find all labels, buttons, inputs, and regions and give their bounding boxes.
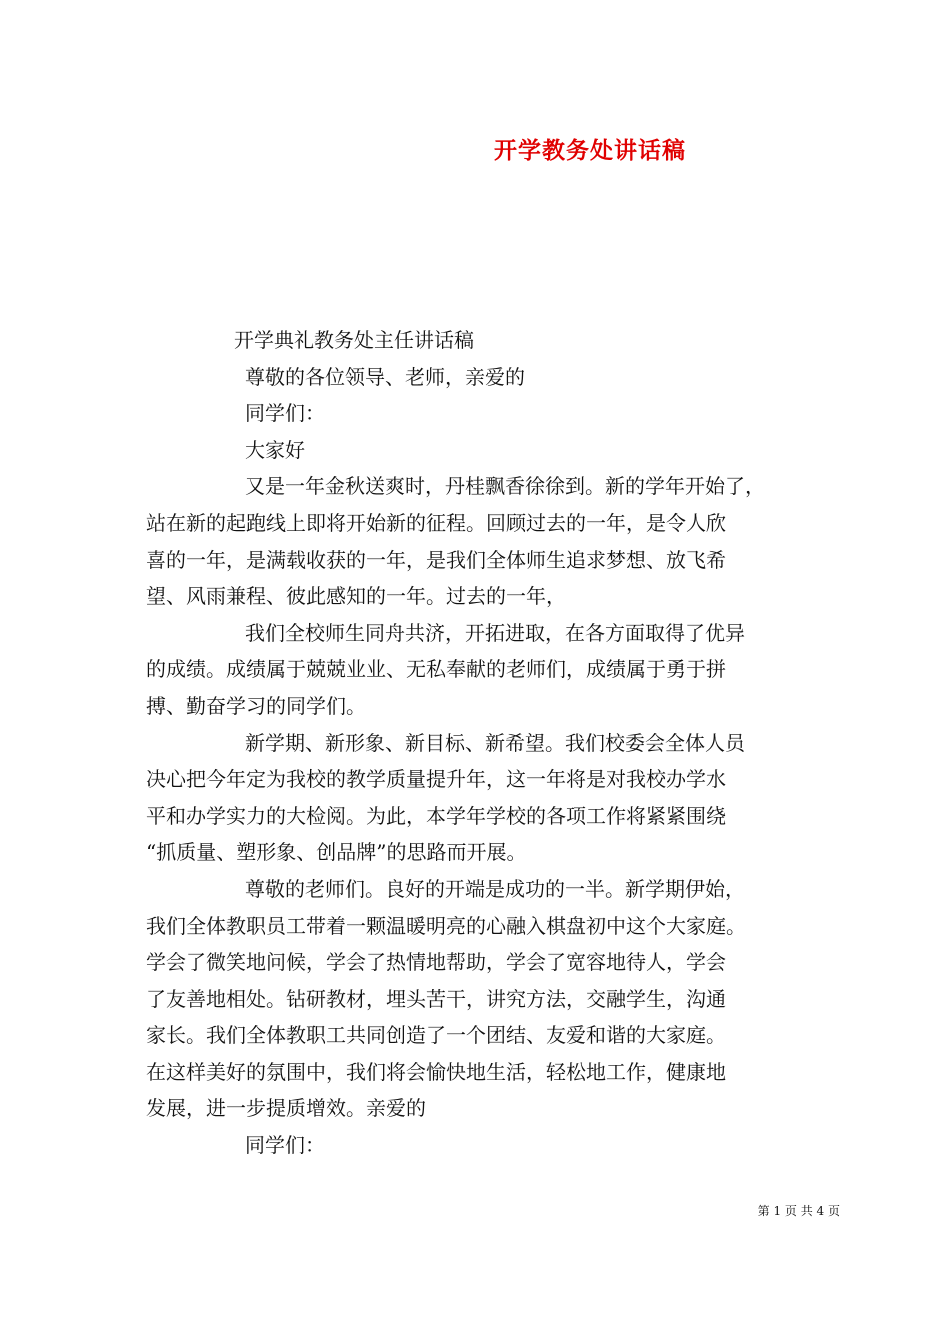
body-line: 站在新的起跑线上即将开始新的征程。回顾过去的一年，是令人欣 (146, 510, 726, 535)
body-line: 我们全校师生同舟共济，开拓进取，在各方面取得了优异 (245, 620, 745, 645)
body-line: 喜的一年，是满载收获的一年，是我们全体师生追求梦想、放飞希 (146, 547, 726, 572)
body-line: 平和办学实力的大检阅。为此，本学年学校的各项工作将紧紧围绕 (146, 803, 726, 828)
body-line: 望、风雨兼程、彼此感知的一年。过去的一年， (146, 584, 566, 609)
body-line: 的成绩。成绩属于兢兢业业、无私奉献的老师们，成绩属于勇于拼 (146, 657, 726, 682)
body-line: 了友善地相处。钻研教材，埋头苦干，讲究方法，交融学生，沟通 (146, 986, 726, 1011)
body-line: 我们全体教职员工带着一颗温暖明亮的心融入棋盘初中这个大家庭。 (146, 913, 746, 938)
body-line: 决心把今年定为我校的教学质量提升年，这一年将是对我校办学水 (146, 767, 726, 792)
body-line: 尊敬的老师们。良好的开端是成功的一半。新学期伊始， (245, 876, 745, 901)
body-line: 发展，进一步提质增效。亲爱的 (146, 1096, 426, 1121)
body-line: 搏、勤奋学习的同学们。 (146, 693, 366, 718)
body-line: “抓质量、塑形象、创品牌”的思路而开展。 (146, 840, 527, 865)
body-line: 学会了微笑地问候，学会了热情地帮助，学会了宽容地待人，学会 (146, 950, 726, 975)
page-number: 第 1 页 共 4 页 (757, 1204, 840, 1218)
document-title: 开学教务处讲话稿 (494, 137, 686, 164)
body-line: 同学们： (245, 401, 325, 426)
body-line: 同学们： (245, 1133, 325, 1158)
body-line: 又是一年金秋送爽时，丹桂飘香徐徐到。新的学年开始了， (245, 474, 765, 499)
body-line: 在这样美好的氛围中，我们将会愉快地生活，轻松地工作，健康地 (146, 1059, 726, 1084)
body-line: 尊敬的各位领导、老师，亲爱的 (245, 364, 525, 389)
body-line: 家长。我们全体教职工共同创造了一个团结、友爱和谐的大家庭。 (146, 1023, 726, 1048)
body-line: 大家好 (245, 437, 305, 462)
body-line: 新学期、新形象、新目标、新希望。我们校委会全体人员 (245, 730, 745, 755)
body-line: 开学典礼教务处主任讲话稿 (234, 328, 474, 352)
document-body (146, 322, 826, 1164)
